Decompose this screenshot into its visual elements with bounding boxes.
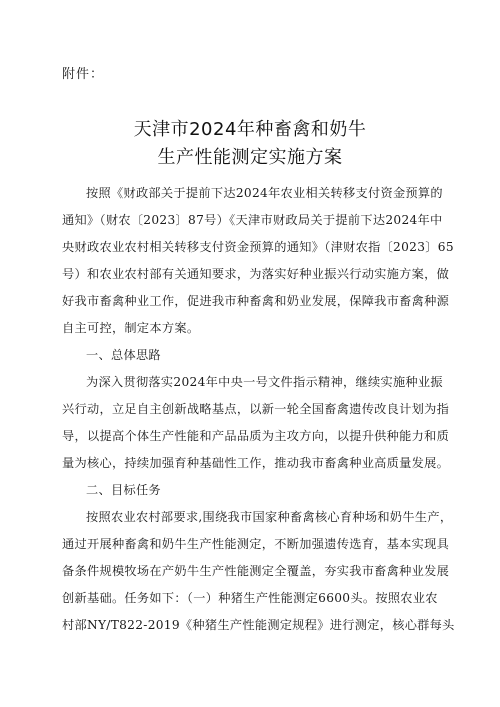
body-line: 按照农业农村部要求,围绕我市国家种畜禽核心育种场和奶牛生产， — [86, 510, 453, 524]
attachment-label: 附件： — [62, 67, 105, 82]
section-heading-goals-tasks: 二、目标任务 — [86, 483, 161, 497]
section-heading-general-approach: 一、总体思路 — [86, 348, 161, 362]
body-line: 量为核心，持续加强育种基础性工作，推动我市畜禽种业高质量发展。 — [62, 456, 450, 470]
body-line: 好我市畜禽种业工作，促进我市种畜禽和奶业发展，保障我市畜禽种源 — [62, 294, 450, 308]
body-line: 为深入贯彻落实2024年中央一号文件指示精神，继续实施种业振 — [86, 375, 443, 389]
body-line: 自主可控，制定本方案。 — [62, 321, 200, 335]
body-line: 号）和农业农村部有关通知要求，为落实好种业振兴行动实施方案，做 — [62, 267, 450, 281]
document-title-line-1: 天津市2024年种畜禽和奶牛 — [133, 119, 367, 140]
body-line: 导，以提高个体生产性能和产品品质为主攻方向，以提升供种能力和质 — [62, 429, 450, 443]
body-line: 通过开展种畜禽和奶牛生产性能测定，不断加强遗传选育，基本实现具 — [62, 537, 450, 551]
body-line: 兴行动，立足自主创新战略基点，以新一轮全国畜禽遗传改良计划为指 — [62, 402, 450, 416]
document-title-line-2: 生产性能测定实施方案 — [157, 147, 343, 168]
body-line: 通知》（财农〔2023〕87号）《天津市财政局关于提前下达2024年中 — [62, 213, 443, 227]
body-line: 创新基础。任务如下：（一）种猪生产性能测定6600头。按照农业农 — [62, 591, 438, 605]
body-line: 备条件规模牧场在产奶牛生产性能测定全覆盖，夯实我市畜禽种业发展 — [62, 564, 450, 578]
body-line: 央财政农业农村相关转移支付资金预算的通知》（津财农指〔2023〕65 — [62, 240, 454, 254]
body-line: 村部NY/T822-2019《种猪生产性能测定规程》进行测定，核心群每头 — [62, 618, 455, 632]
body-line: 按照《财政部关于提前下达2024年农业相关转移支付资金预算的 — [86, 186, 443, 200]
